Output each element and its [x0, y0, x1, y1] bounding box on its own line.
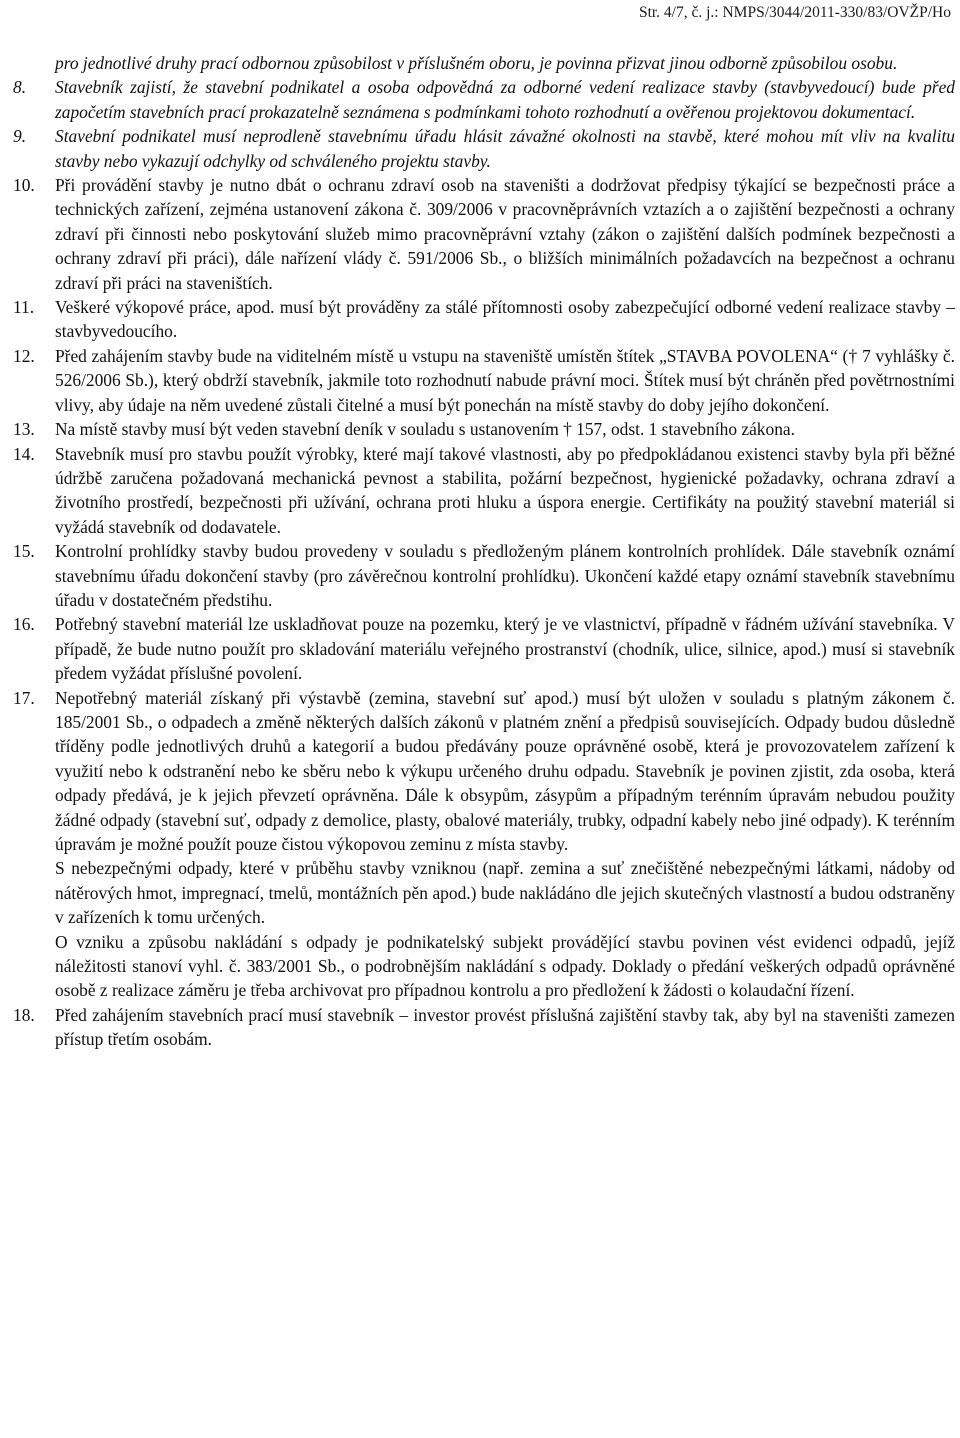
item-text: Veškeré výkopové práce, apod. musí být prováděny za stálé přítomnosti osoby zabezpečující odborné vedení realizace stavby – stavbyvedoucího.: [55, 297, 955, 342]
item-text: pro jednotlivé druhy prací odbornou způsobilost v příslušném oboru, je povinna přizvat jinou odborně způsobilou osobu.: [55, 53, 898, 73]
condition-item: [13, 539, 955, 612]
item-text: S nebezpečnými odpady, které v průběhu stavby vzniknou (např. zemina a suť znečištěné nebezpečnými látkami, nádoby od nátěrových hmot, impregnací, tmelů, montážních pěn apod.) bude nakládáno dle jejich skutečných vlastností a budou odstraněny v zařízeních k tomu určených.: [55, 858, 955, 928]
item-text: O vzniku a způsobu nakládání s odpady je podnikatelský subjekt provádějící stavbu povinen vést evidenci odpadů, jejíž náležitosti stanoví vyhl. č. 383/2001 Sb., o podrobnějším nakládání s odpady. Doklady o předání veškerých odpadů oprávněné osobě z realizace záměru je třeba archivovat pro případnou kontrolu a pro předložení k žádosti o kolaudační řízení.: [55, 931, 955, 1001]
item-text: Na místě stavby musí být veden stavební deník v souladu s ustanovením † 157, odst. 1 stavebního zákona.: [55, 419, 795, 440]
item-number: 12.: [13, 345, 35, 366]
item-text: Před zahájením stavby bude na viditelném místě u vstupu na staveniště umístěn štítek „STAVBA POVOLENA“ († 7 vyhlášky č. 526/2006 Sb.), který obdrží stavebník, jakmile toto rozhodnutí nabude právní moci. Štítek musí být chráněn před povětrnostními vlivy, aby údaje na něm uvedené zůstali čitelné a musí být ponechán na místě stavby do doby jejího dokončení.: [55, 345, 955, 415]
item-text: Stavební podnikatel musí neprodleně stavebnímu úřadu hlásit závažné okolnosti na stavbě, které mohou mít vliv na kvalitu stavby nebo vykazují odchylky od schváleného projektu stavby.: [55, 126, 955, 171]
item-number: 11.: [13, 297, 35, 318]
condition-item: [13, 417, 955, 441]
condition-item: [13, 344, 955, 417]
item-text: Při provádění stavby je nutno dbát o ochranu zdraví osob na staveništi a dodržovat předpisy týkající se bezpečnosti práce a technických zařízení, zejména ustanovení zákona č. 309/2006 v pracovněprávních vztazích a o zajištění bezpečnosti a ochrany zdraví při činnosti nebo poskytování služeb mimo pracovněprávní vztahy (zákon o zajištění dalších podmínek bezpečnosti a ochrany zdraví při práci), dále nařízení vlády č. 591/2006 Sb., o bližších minimálních požadavcích na bezpečnost a ochranu zdraví při práci na staveništích.: [55, 175, 955, 293]
item-number: 9.: [13, 126, 27, 147]
item-number: 15.: [13, 541, 35, 562]
item-number: 13.: [13, 419, 35, 440]
item-text: Potřebný stavební materiál lze uskladňovat pouze na pozemku, který je ve vlastnictví, případně v řádném užívání stavebníka. V případě, že bude nutno použít pro skladování materiálu veřejného prostranství (chodník, ulice, silnice, apod.) musí si stavebník předem vyžádat příslušné povolení.: [55, 614, 955, 684]
condition-item: [13, 173, 955, 295]
item-number: 14.: [13, 443, 35, 464]
document-body: [13, 51, 955, 1052]
condition-item: [13, 686, 955, 1003]
item-text: Stavebník zajistí, že stavební podnikatel a osoba odpovědná za odborné vedení realizace stavby (stavbyvedoucí) bude před započetím stavebních prací prokazatelně seznámena s podmínkami tohoto rozhodnutí a ověřenou projektovou dokumentací.: [55, 77, 955, 122]
condition-item: [13, 51, 955, 75]
item-number: 10.: [13, 175, 35, 196]
condition-item: [13, 612, 955, 685]
item-text: Nepotřebný materiál získaný při výstavbě (zemina, stavební suť apod.) musí být uložen v souladu s platným zákonem č. 185/2001 Sb., o odpadech a změně některých dalších zákonů v platném znění a předpisů souvisejících. Odpady budou důsledně tříděny podle jednotlivých druhů a kategorií a budou předávány pouze oprávněné osobě, která je provozovatelem zařízení k využití nebo k odstranění nebo ke sběru nebo k výkupu určeného druhu odpadu. Stavebník je povinen zjistit, zda osoba, která odpady předává, je k jejich převzetí oprávněna. Dále k obsypům, zásypům a případným terénním úpravám nebudou použity žádné odpady (stavební suť, odpady z demolice, plasty, obalové materiály, trubky, odpadní kabely nebo jiné odpady). K terénním úpravám je možné použít pouze čistou výkopovou zeminu z místa stavby.: [55, 687, 955, 854]
condition-item: [13, 1003, 955, 1052]
condition-item: [13, 75, 955, 124]
item-text: Kontrolní prohlídky stavby budou provedeny v souladu s předloženým plánem kontrolních prohlídek. Dále stavebník oznámí stavebnímu úřadu dokončení stavby (pro závěrečnou kontrolní prohlídku). Ukončení každé etapy oznámí stavebník stavebnímu úřadu v dostatečném předstihu.: [55, 541, 955, 610]
condition-item: [13, 442, 955, 540]
item-text: Před zahájením stavebních prací musí stavebník – investor provést příslušná zajištění stavby tak, aby byl na staveništi zamezen přístup třetím osobám.: [55, 1004, 955, 1050]
item-number: 8.: [13, 77, 27, 98]
item-number: 18.: [13, 1004, 35, 1025]
condition-item: [13, 295, 955, 344]
condition-item: [13, 124, 955, 173]
item-number: 16.: [13, 614, 35, 635]
page-reference-header: Str. 4/7, č. j.: NMPS/3044/2011-330/83/OVŽP/Ho: [638, 4, 951, 21]
item-number: 17.: [13, 687, 35, 708]
item-text: Stavebník musí pro stavbu použít výrobky, které mají takové vlastnosti, aby po předpokládanou existenci stavby byla při běžné údržbě zaručena požadovaná mechanická pevnost a stabilita, požární bezpečnost, hygienické požadavky, ochrana zdraví a životního prostředí, bezpečnosti při užívání, ochrana proti hluku a úspora energie. Certifikáty na použitý stavební materiál si vyžádá stavebník od dodavatele.: [55, 443, 955, 537]
